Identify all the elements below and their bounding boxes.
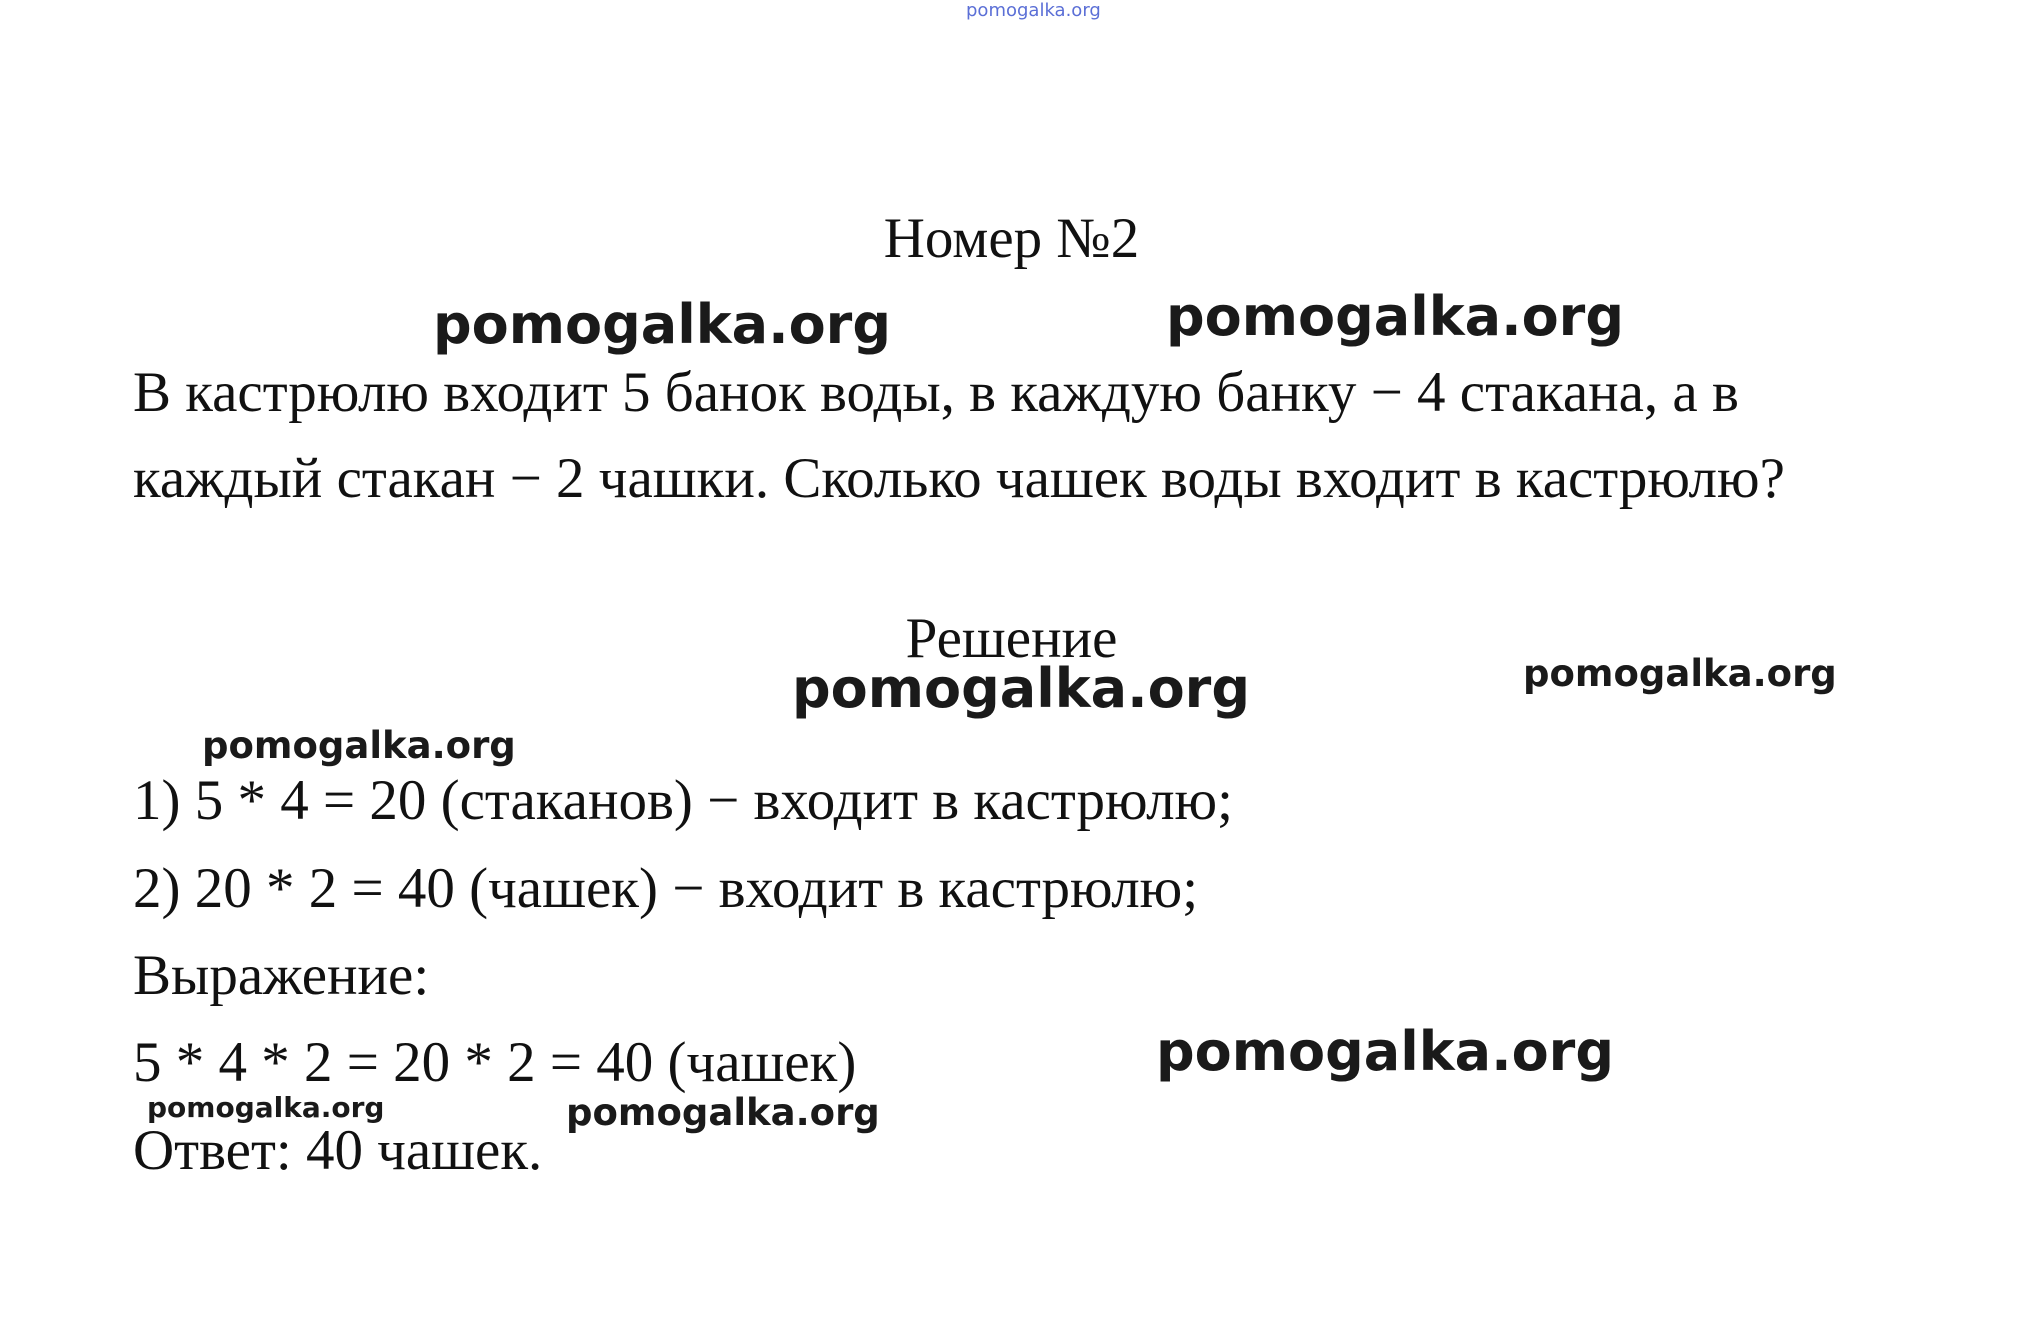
solution-heading: Решение	[905, 607, 1118, 670]
page-title: Номер №2	[883, 207, 1140, 270]
watermark: pomogalka.org	[792, 657, 1250, 720]
solution-step-2: 2) 20 * 2 = 40 (чашек) − входит в кастрюлю;	[133, 857, 1199, 920]
problem-line-1: В кастрюлю входит 5 банок воды, в каждую банку − 4 стакана, а в	[133, 361, 1739, 424]
expression: 5 * 4 * 2 = 20 * 2 = 40 (чашек)	[133, 1031, 857, 1094]
expression-label: Выражение:	[133, 944, 430, 1007]
watermark: pomogalka.org	[566, 1091, 880, 1134]
problem-line-2: каждый стакан − 2 чашки. Сколько чашек воды входит в кастрюлю?	[133, 447, 1785, 510]
watermark: pomogalka.org	[1156, 1020, 1614, 1083]
solution-step-1: 1) 5 * 4 = 20 (стаканов) − входит в кастрюлю;	[133, 769, 1233, 832]
watermark: pomogalka.org	[433, 293, 891, 356]
watermark: pomogalka.org	[202, 724, 516, 767]
watermark: pomogalka.org	[1166, 285, 1624, 348]
watermark: pomogalka.org	[147, 1091, 385, 1124]
answer: Ответ: 40 чашек.	[133, 1119, 543, 1182]
watermark: pomogalka.org	[1523, 652, 1837, 695]
top-site-link[interactable]: pomogalka.org	[966, 0, 1101, 21]
